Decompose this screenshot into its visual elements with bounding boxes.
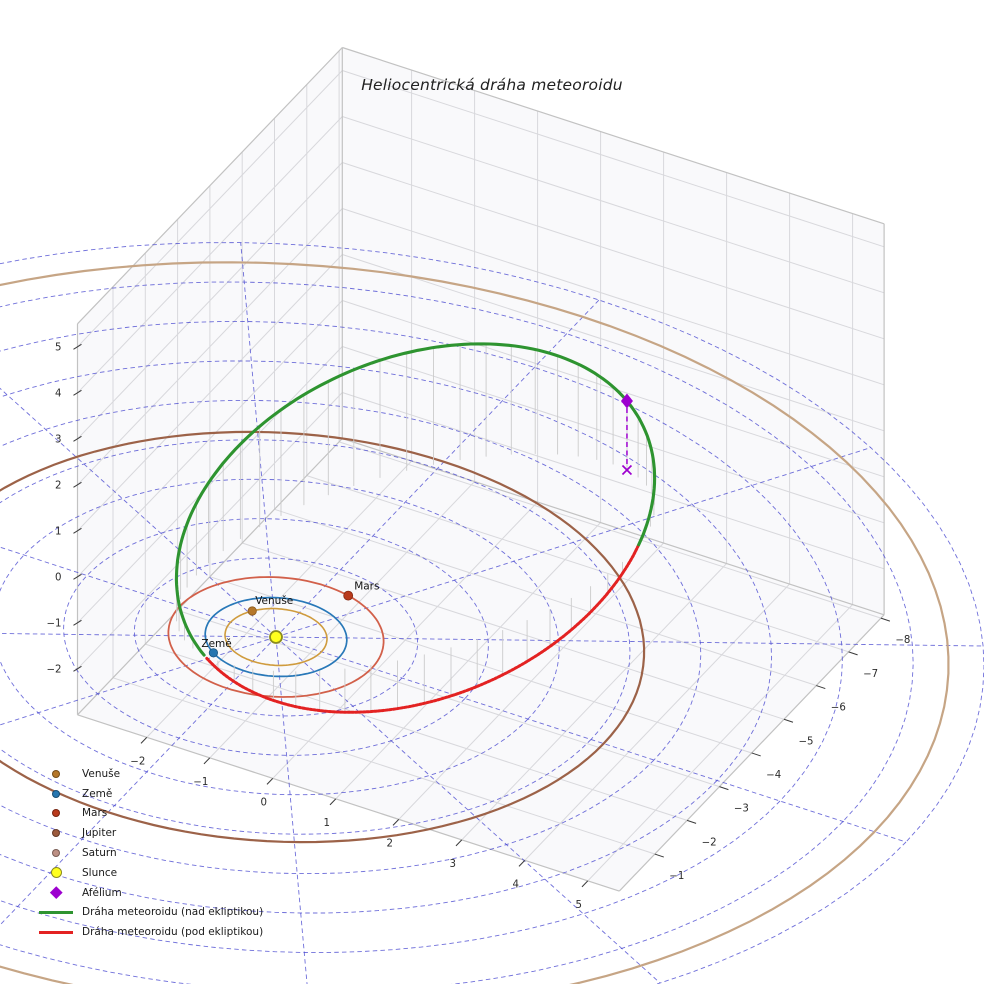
- legend-marker: [36, 931, 76, 934]
- legend-label: Jupiter: [82, 827, 117, 840]
- legend-label: Dráha meteoroidu (nad ekliptikou): [82, 906, 264, 919]
- legend-line-icon: [39, 931, 73, 934]
- y-tick-mark: [881, 618, 890, 621]
- z-tick-label: 5: [55, 342, 62, 354]
- legend-marker: [36, 809, 76, 817]
- legend-item-2: [36, 804, 263, 824]
- legend-diamond-icon: [50, 887, 62, 899]
- legend-item-3: [36, 823, 263, 843]
- earth-dot: [209, 649, 217, 657]
- y-tick-label: −3: [733, 803, 749, 815]
- x-tick-mark: [204, 758, 210, 764]
- x-tick-mark: [456, 840, 462, 846]
- x-tick-label: −2: [130, 756, 146, 768]
- z-tick-label: 2: [55, 480, 62, 492]
- x-tick-mark: [393, 819, 399, 825]
- x-tick-label: −1: [193, 776, 209, 788]
- venus-dot: [248, 607, 256, 615]
- legend-marker: [36, 849, 76, 857]
- x-tick-mark: [330, 799, 336, 805]
- x-tick-label: 1: [323, 817, 331, 829]
- x-tick-label: 0: [260, 797, 268, 809]
- legend-marker: [36, 770, 76, 778]
- legend-label: Dráha meteoroidu (pod ekliptikou): [82, 926, 264, 939]
- legend-label: Slunce: [82, 866, 118, 879]
- legend-item-5: [36, 863, 263, 883]
- venus-label: Venuše: [255, 595, 294, 607]
- z-tick-label: 1: [55, 526, 62, 538]
- mars-dot: [344, 591, 353, 600]
- z-tick-label: −2: [46, 664, 62, 676]
- legend-label: Mars: [82, 807, 108, 820]
- x-tick-label: 5: [575, 899, 583, 911]
- y-tick-mark: [752, 753, 761, 756]
- legend-item-6: [36, 883, 263, 903]
- legend-item-8: [36, 922, 263, 942]
- y-tick-mark: [719, 787, 728, 790]
- y-tick-label: −4: [766, 770, 782, 781]
- y-tick-mark: [784, 719, 793, 722]
- legend-label: Venuše: [82, 767, 121, 780]
- legend-item-0: [36, 764, 263, 784]
- z-tick-label: 3: [55, 434, 62, 446]
- y-tick-mark: [655, 854, 664, 857]
- legend-label: Saturn: [82, 847, 117, 860]
- legend-item-1: [36, 784, 263, 804]
- x-tick-label: 3: [449, 858, 457, 870]
- y-tick-mark: [687, 820, 696, 823]
- legend-marker: [36, 829, 76, 837]
- legend-label: Země: [82, 787, 113, 800]
- legend-label: Afélium: [82, 886, 122, 899]
- mars-label: Mars: [354, 580, 380, 593]
- x-tick-mark: [582, 881, 588, 887]
- plot-title: Heliocentrická dráha meteoroidu: [361, 76, 623, 94]
- legend-dot-icon: [51, 867, 62, 878]
- legend-dot-icon: [52, 829, 60, 837]
- x-tick-label: 4: [512, 879, 520, 891]
- legend-dot-icon: [52, 770, 60, 778]
- legend-item-4: [36, 843, 263, 863]
- y-tick-mark: [849, 652, 858, 655]
- y-tick-label: −8: [895, 635, 911, 647]
- x-tick-mark: [519, 860, 525, 866]
- earth-label: Země: [201, 637, 232, 650]
- y-tick-label: −5: [798, 736, 814, 748]
- legend-dot-icon: [52, 809, 60, 817]
- y-tick-label: −2: [701, 837, 717, 849]
- z-tick-label: 0: [55, 572, 62, 584]
- y-tick-label: −6: [830, 702, 846, 714]
- legend-line-icon: [39, 911, 73, 914]
- legend-marker: [36, 867, 76, 878]
- y-tick-label: −1: [669, 871, 685, 882]
- sun-dot: [270, 631, 282, 643]
- y-tick-mark: [816, 686, 825, 689]
- legend-dot-icon: [52, 849, 60, 857]
- y-tick-label: −7: [863, 668, 879, 680]
- legend-marker: [36, 911, 76, 914]
- x-tick-label: 2: [386, 838, 394, 850]
- legend-marker: [36, 790, 76, 798]
- legend: [36, 764, 263, 942]
- z-tick-label: 4: [55, 388, 62, 400]
- z-tick-label: −1: [46, 618, 62, 630]
- legend-marker: [36, 888, 76, 897]
- x-tick-mark: [267, 778, 273, 784]
- legend-dot-icon: [52, 790, 60, 798]
- legend-item-7: [36, 903, 263, 923]
- x-tick-mark: [141, 737, 147, 743]
